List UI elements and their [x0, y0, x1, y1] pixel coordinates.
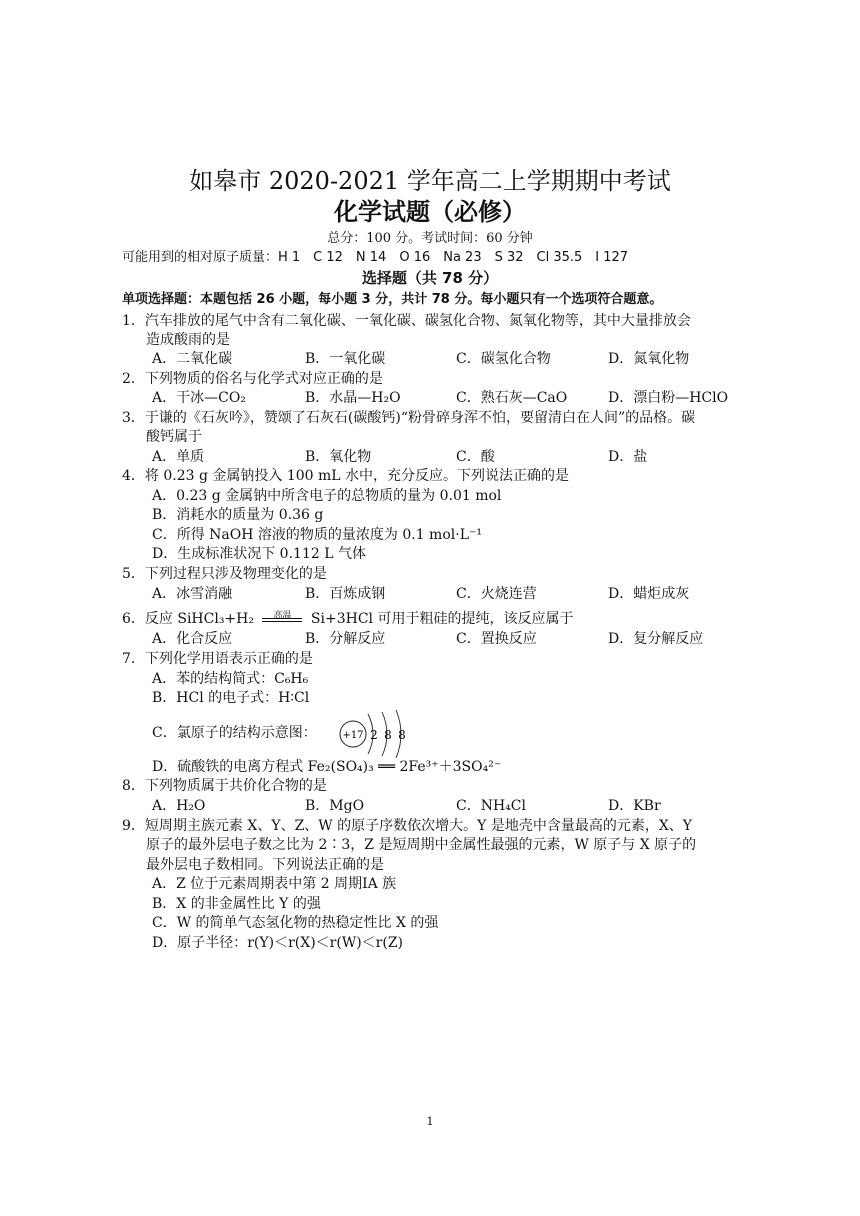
q5-option-d[interactable]: D．蜡炬成灰 — [608, 586, 690, 602]
section-heading: 选择题（共 78 分） — [361, 269, 499, 287]
q6-option-b[interactable]: B．分解反应 — [305, 631, 386, 647]
q7-option-b[interactable]: B．HCl 的电子式：H∶Cl — [152, 690, 310, 706]
q9-option-c[interactable]: C．W 的简单气态氢化物的热稳定性比 X 的强 — [152, 915, 439, 931]
q7-option-c[interactable]: C．氯原子的结构示意图： — [152, 725, 317, 741]
q9-option-d[interactable]: D．原子半径：r(Y)＜r(X)＜r(W)＜r(Z) — [152, 935, 404, 951]
q1-option-c[interactable]: C．碳氢化合物 — [456, 351, 551, 367]
shell-2-electrons: 8 — [384, 728, 392, 742]
q4-option-d[interactable]: D．生成标准状况下 0.112 L 气体 — [152, 546, 366, 562]
shell-3-electrons: 8 — [398, 728, 406, 742]
q6-option-c[interactable]: C．置换反应 — [456, 631, 537, 647]
question-9-stem-cont: 原子的最外层电子数之比为 2∶3，Z 是短周期中金属性最强的元素，W 原子与 X 原子的 — [146, 837, 697, 853]
question-9-stem: 9．短周期主族元素 X、Y、Z、W 的原子序数依次增大。Y 是地壳中含量最高的元素，X、Y — [122, 818, 693, 834]
question-5-stem: 5．下列过程只涉及物理变化的是 — [122, 566, 327, 582]
q3-option-a[interactable]: A．单质 — [152, 449, 205, 465]
q3-option-d[interactable]: D．盐 — [608, 449, 648, 465]
q5-option-b[interactable]: B．百炼成钢 — [305, 586, 386, 602]
q3-option-c[interactable]: C．酸 — [456, 449, 495, 465]
q4-option-b[interactable]: B．消耗水的质量为 0.36 g — [152, 507, 324, 523]
reaction-condition: 高温 — [273, 611, 292, 621]
q9-option-b[interactable]: B．X 的非金属性比 Y 的强 — [152, 896, 321, 912]
q5-option-a[interactable]: A．冰雪消融 — [152, 586, 233, 602]
q1-option-d[interactable]: D．氮氧化物 — [608, 351, 690, 367]
reaction-arrow — [262, 611, 302, 623]
q8-option-a[interactable]: A．H₂O — [152, 798, 206, 814]
q8-option-b[interactable]: B．MgO — [305, 798, 365, 814]
page-number: 1 — [426, 1115, 434, 1128]
q7-option-d[interactable]: D．硫酸铁的电离方程式 Fe₂(SO₄)₃ ══ 2Fe³⁺＋3SO₄²⁻ — [152, 759, 502, 775]
q6-reactants: 6．反应 SiHCl₃+H₂ — [122, 611, 254, 627]
chlorine-atom-diagram — [330, 708, 450, 758]
q1-option-a[interactable]: A．二氧化碳 — [152, 351, 233, 367]
q1-option-b[interactable]: B．一氧化碳 — [305, 351, 386, 367]
exam-subtitle: 化学试题（必修） — [334, 198, 526, 226]
q4-option-a[interactable]: A．0.23 g 金属钠中所含电子的总物质的量为 0.01 mol — [152, 488, 502, 504]
q8-option-c[interactable]: C．NH₄Cl — [456, 798, 526, 814]
q6-option-a[interactable]: A．化合反应 — [152, 631, 233, 647]
question-1-stem: 1．汽车排放的尾气中含有二氧化碳、一氧化碳、碳氢化合物、氮氧化物等，其中大量排放会 — [122, 313, 691, 329]
question-3-stem: 3．于谦的《石灰吟》，赞颂了石灰石(碳酸钙)“粉骨碎身浑不怕，要留清白在人间”的品格。碳 — [122, 410, 696, 426]
q8-option-d[interactable]: D．KBr — [608, 798, 661, 814]
question-6-stem — [122, 609, 573, 629]
section-instruction: 单项选择题：本题包括 26 小题，每小题 3 分，共计 78 分。每小题只有一个选项符合题意。 — [122, 292, 663, 307]
question-2-stem: 2．下列物质的俗名与化学式对应正确的是 — [122, 371, 383, 387]
exam-title: 如皋市 2020-2021 学年高二上学期期中考试 — [189, 167, 671, 195]
atomic-mass-line: 可能用到的相对原子质量：H 1 C 12 N 14 O 16 Na 23 S 32 Cl 35.5 I 127 — [122, 250, 629, 265]
q6-option-d[interactable]: D．复分解反应 — [608, 631, 704, 647]
question-8-stem: 8．下列物质属于共价化合物的是 — [122, 778, 327, 794]
q7-option-a[interactable]: A．苯的结构简式：C₆H₆ — [152, 671, 309, 687]
question-3-stem-cont: 酸钙属于 — [146, 429, 202, 445]
question-7-stem: 7．下列化学用语表示正确的是 — [122, 651, 313, 667]
atom-nucleus: +17 — [342, 730, 364, 741]
q5-option-c[interactable]: C．火烧连营 — [456, 586, 537, 602]
q4-option-c[interactable]: C．所得 NaOH 溶液的物质的量浓度为 0.1 mol·L⁻¹ — [152, 527, 482, 543]
shell-1-electrons: 2 — [370, 728, 378, 742]
q2-option-c[interactable]: C．熟石灰—CaO — [456, 390, 568, 406]
question-4-stem: 4．将 0.23 g 金属钠投入 100 mL 水中，充分反应。下列说法正确的是 — [122, 468, 570, 484]
exam-info: 总分：100 分。考试时间：60 分钟 — [327, 231, 533, 246]
q2-option-b[interactable]: B．水晶—H₂O — [305, 390, 401, 406]
q9-option-a[interactable]: A．Z 位于元素周期表中第 2 周期ⅠA 族 — [152, 876, 397, 892]
q6-products: Si+3HCl 可用于粗硅的提纯，该反应属于 — [310, 611, 574, 627]
question-9-stem-cont2: 最外层电子数相同。下列说法正确的是 — [146, 857, 384, 873]
q2-option-a[interactable]: A．干冰—CO₂ — [152, 390, 246, 406]
q2-option-d[interactable]: D．漂白粉—HClO — [608, 390, 729, 406]
q3-option-b[interactable]: B．氧化物 — [305, 449, 372, 465]
question-1-stem-cont: 造成酸雨的是 — [146, 332, 230, 348]
